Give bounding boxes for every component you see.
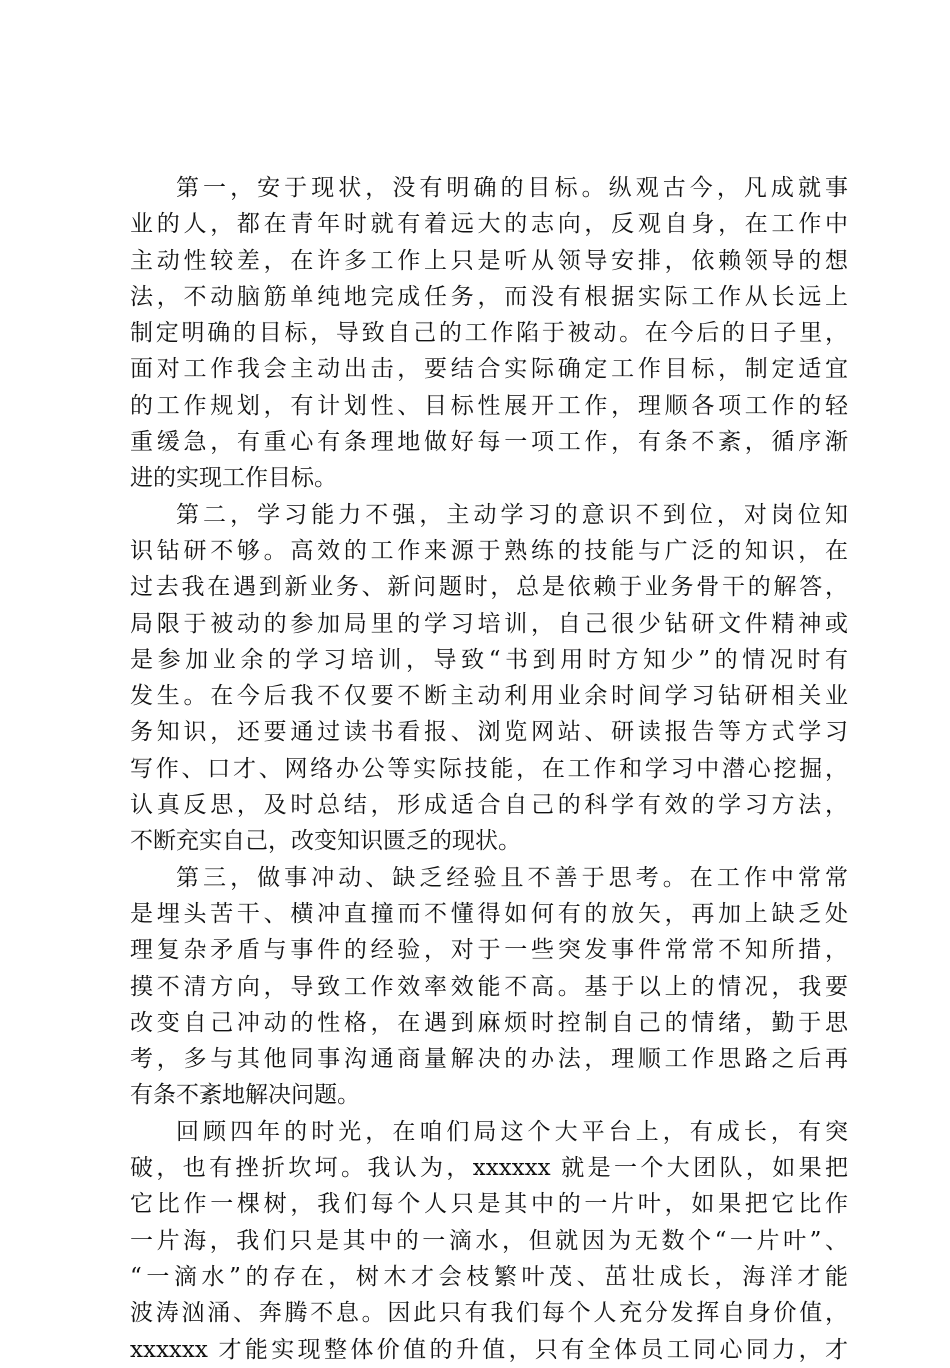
paragraph-line: 第二，学习能力不强，主动学习的意识不到位，对岗位知 — [176, 501, 848, 528]
paragraph-line: 写作、口才、网络办公等实际技能，在工作和学习中潜心挖掘， — [130, 755, 848, 782]
paragraph-line: 第三，做事冲动、缺乏经验且不善于思考。在工作中常常 — [176, 864, 848, 891]
paragraph-line: 考，多与其他同事沟通商量解决的办法，理顺工作思路之后再 — [130, 1046, 848, 1073]
paragraph-line: 破，也有挫折坎坷。我认为，xxxxxx 就是一个大团队，如果把 — [130, 1155, 848, 1182]
paragraph-line: 第一，安于现状，没有明确的目标。纵观古今，凡成就事 — [176, 175, 848, 201]
paragraph-line: 它比作一棵树，我们每个人只是其中的一片叶，如果把它比作 — [130, 1191, 848, 1218]
paragraph-3 — [130, 860, 848, 1114]
paragraph-line: 业的人，都在青年时就有着远大的志向，反观自身，在工作中 — [130, 211, 848, 238]
paragraph-line: 有条不紊地解决问题。 — [130, 1082, 360, 1109]
paragraph-line: xxxxxx 才能实现整体价值的升值，只有全体员工同心同力，才 — [130, 1336, 848, 1363]
paragraph-line: “一滴水”的存在，树木才会枝繁叶茂、茁壮成长，海洋才能 — [130, 1263, 848, 1290]
paragraph-line: 重缓急，有重心有条理地做好每一项工作，有条不紊，循序渐 — [130, 429, 848, 456]
paragraph-line: 认真反思，及时总结，形成适合自己的科学有效的学习方法， — [130, 792, 848, 819]
paragraph-line: 务知识，还要通过读书看报、浏览网站、研读报告等方式学习 — [130, 719, 848, 746]
paragraph-line: 改变自己冲动的性格，在遇到麻烦时控制自己的情绪，勤于思 — [130, 1009, 848, 1036]
paragraph-line: 摸不清方向，导致工作效率效能不高。基于以上的情况，我要 — [130, 973, 848, 1000]
document-body — [130, 170, 848, 1368]
paragraph-line: 是参加业余的学习培训，导致“书到用时方知少”的情况时有 — [130, 646, 848, 673]
paragraph-line: 主动性较差，在许多工作上只是听从领导安排，依赖领导的想 — [130, 247, 848, 274]
paragraph-line: 不断充实自己，改变知识匮乏的现状。 — [130, 828, 521, 855]
paragraph-line: 的工作规划，有计划性、目标性展开工作，理顺各项工作的轻 — [130, 392, 848, 419]
paragraph-line: 法，不动脑筋单纯地完成任务，而没有根据实际工作从长远上 — [130, 283, 848, 310]
paragraph-line: 回顾四年的时光，在咱们局这个大平台上，有成长，有突 — [176, 1118, 848, 1145]
paragraph-line: 理复杂矛盾与事件的经验，对于一些突发事件常常不知所措， — [130, 937, 848, 964]
paragraph-1 — [130, 170, 848, 497]
paragraph-line: 进的实现工作目标。 — [130, 465, 337, 492]
paragraph-line: 发生。在今后我不仅要不断主动利用业余时间学习钻研相关业 — [130, 683, 848, 710]
paragraph-2 — [130, 497, 848, 860]
paragraph-line: 局限于被动的参加局里的学习培训，自己很少钻研文件精神或 — [130, 610, 848, 637]
paragraph-4 — [130, 1114, 848, 1368]
paragraph-line: 制定明确的目标，导致自己的工作陷于被动。在今后的日子里， — [130, 320, 848, 347]
paragraph-line: 识钻研不够。高效的工作来源于熟练的技能与广泛的知识，在 — [130, 537, 848, 564]
paragraph-line: 面对工作我会主动出击，要结合实际确定工作目标，制定适宜 — [130, 356, 848, 383]
paragraph-line: 是埋头苦干、横冲直撞而不懂得如何有的放矢，再加上缺乏处 — [130, 900, 848, 927]
paragraph-line: 过去我在遇到新业务、新问题时，总是依赖于业务骨干的解答， — [130, 574, 848, 601]
paragraph-line: 一片海，我们只是其中的一滴水，但就因为无数个“一片叶”、 — [130, 1227, 848, 1254]
paragraph-line: 波涛汹涌、奔腾不息。因此只有我们每个人充分发挥自身价值， — [130, 1300, 848, 1327]
